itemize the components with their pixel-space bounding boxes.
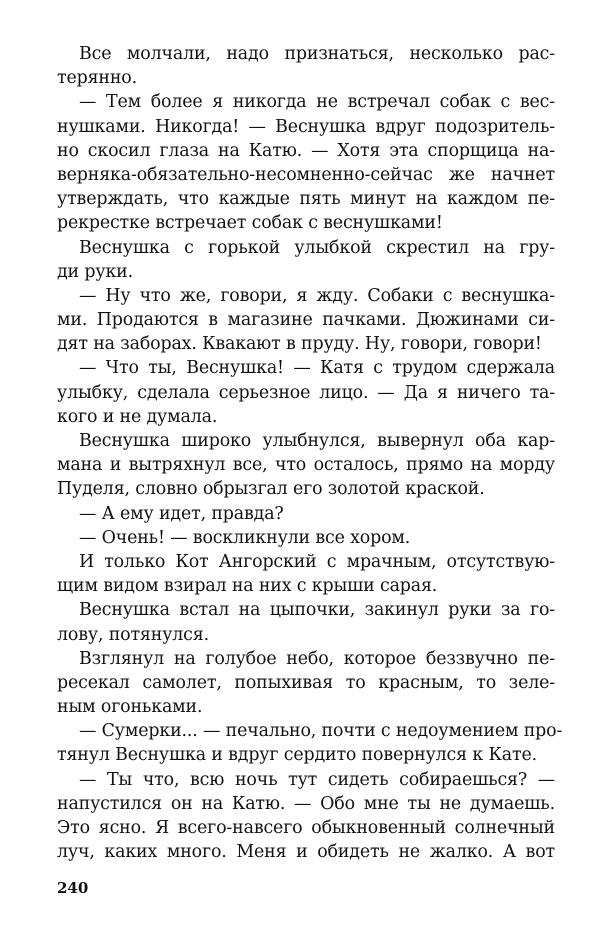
text-line: И только Кот Ангорский с мрачным, отсутствую- [79, 551, 555, 572]
text-line: напустился он на Катю. — Обо мне ты не думаешь. [57, 793, 555, 814]
page-number: 240 [57, 879, 89, 897]
text-line: утверждать, что каждые пять минут на каждом пе- [57, 189, 555, 210]
text-line: ми. Продаются в магазине пачками. Дюжинами си- [57, 310, 555, 331]
text-line: Веснушка встал на цыпочки, закинул руки за го- [79, 600, 555, 621]
text-line: нушками. Никогда! — Веснушка вдруг подозритель- [57, 116, 555, 137]
text-line: дят на заборах. Квакают в пруду. Ну, говори, говори! [57, 334, 542, 355]
text-line: — А ему идет, правда? [79, 503, 284, 524]
text-line: Веснушка с горькой улыбкой скрестил на гру- [79, 237, 555, 258]
text-line: Пуделя, словно обрызгал его золотой краской. [57, 479, 485, 500]
text-line: — Ты что, всю ночь тут сидеть собираешься? — [79, 769, 555, 790]
book-page-text [57, 42, 563, 864]
text-line: — Очень! — воскликнули все хором. [79, 527, 411, 548]
text-line: мана и вытряхнул все, что осталось, прямо на морду [57, 455, 555, 476]
text-line: верняка-обязательно-несомненно-сейчас же начнет [57, 164, 555, 185]
text-line: ным огоньками. [57, 697, 203, 718]
text-line: тянул Веснушка и вдруг сердито повернулся к Кате. [57, 745, 537, 766]
text-line: ди руки. [57, 261, 133, 282]
text-line: щим видом взирал на них с крыши сарая. [57, 576, 438, 597]
text-line: рекрестке встречает собак с веснушками! [57, 213, 443, 234]
text-line: — Сумерки... — печально, почти с недоумением про- [79, 721, 563, 742]
text-line: луч, каких много. Меня и обидеть не жалко. А вот [57, 842, 555, 863]
text-line: лову, потянулся. [57, 624, 209, 645]
text-line: — Что ты, Веснушка! — Катя с трудом сдержала [79, 358, 555, 379]
text-line: Взглянул на голубое небо, которое беззвучно пе- [79, 648, 555, 669]
text-line: — Ну что же, говори, я жду. Собаки с веснушка- [79, 285, 555, 306]
text-line: — Тем более я никогда не встречал собак с вес- [79, 92, 555, 113]
text-line: Все молчали, надо признаться, несколько рас- [79, 44, 555, 64]
text-line: Это ясно. Я всего-навсего обыкновенный солнечный [57, 818, 555, 838]
text-line: улыбку, сделала серьезное лицо. — Да я ничего та- [57, 382, 555, 403]
text-line: но скосил глаза на Катю. — Хотя эта спорщица на- [57, 140, 555, 161]
text-line: кого и не думала. [57, 406, 218, 427]
text-line: терянно. [57, 68, 137, 89]
text-line: Веснушка широко улыбнулся, вывернул оба кар- [79, 431, 555, 451]
text-line: ресекал самолет, попыхивая то красным, то зеле- [57, 672, 555, 693]
